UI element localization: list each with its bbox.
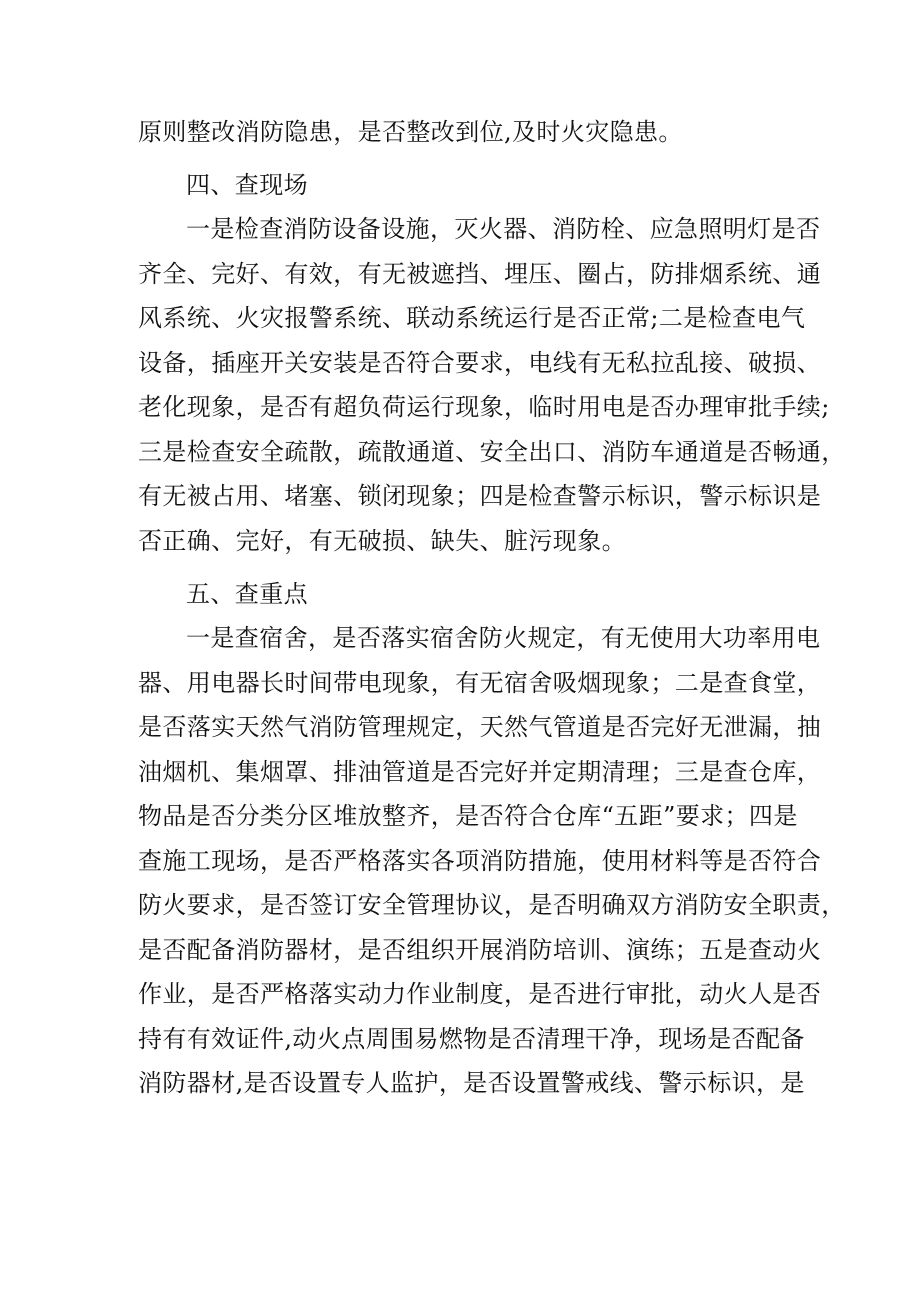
text-line: 持有有效证件,动火点周围易燃物是否清理干净，现场是否配备 [138,1025,805,1053]
text-line: 器、用电器长时间带电现象，有无宿舍吸烟现象；二是查食堂， [138,669,822,697]
text-line: 查施工现场，是否严格落实各项消防措施，使用材料等是否符合 [138,847,822,875]
text-line: 老化现象，是否有超负荷运行现象，临时用电是否办理审批手续; [138,393,830,421]
text-line: 三是检查安全疏散，疏散通道、安全出口、消防车通道是否畅通， [138,438,846,466]
section-heading-key-points: 五、查重点 [186,580,308,608]
text-line: 齐全、完好、有效，有无被遮挡、埋压、圈占，防排烟系统、通 [138,260,822,288]
text-line: 物品是否分类分区堆放整齐，是否符合仓库“五距”要求；四是 [138,802,798,830]
text-line: 防火要求，是否签订安全管理协议，是否明确双方消防安全职责， [138,891,846,919]
text-line: 消防器材,是否设置专人监护，是否设置警戒线、警示标识，是 [138,1069,805,1097]
text-line: 设备，插座开关安装是否符合要求，电线有无私拉乱接、破损、 [138,349,822,377]
text-line: 一是查宿舍，是否落实宿舍防火规定，有无使用大功率用电 [186,624,821,652]
text-line: 是否落实天然气消防管理规定，天然气管道是否完好无泄漏，抽 [138,713,822,741]
text-line: 作业，是否严格落实动力作业制度，是否进行审批，动火人是否 [138,980,822,1008]
text-line: 风系统、火灾报警系统、联动系统运行是否正常;二是检查电气 [138,304,806,332]
text-line: 否正确、完好，有无破损、缺失、脏污现象。 [138,527,626,555]
text-line: 有无被占用、堵塞、锁闭现象；四是检查警示标识，警示标识是 [138,482,822,510]
section-heading-site: 四、查现场 [186,171,308,199]
text-line: 原则整改消防隐患，是否整改到位,及时火灾隐患。 [138,118,683,146]
text-line: 油烟机、集烟罩、排油管道是否完好并定期清理；三是查仓库， [138,758,822,786]
text-line: 是否配备消防器材，是否组织开展消防培训、演练；五是查动火 [138,936,822,964]
text-line: 一是检查消防设备设施，灭火器、消防栓、应急照明灯是否 [186,215,821,243]
